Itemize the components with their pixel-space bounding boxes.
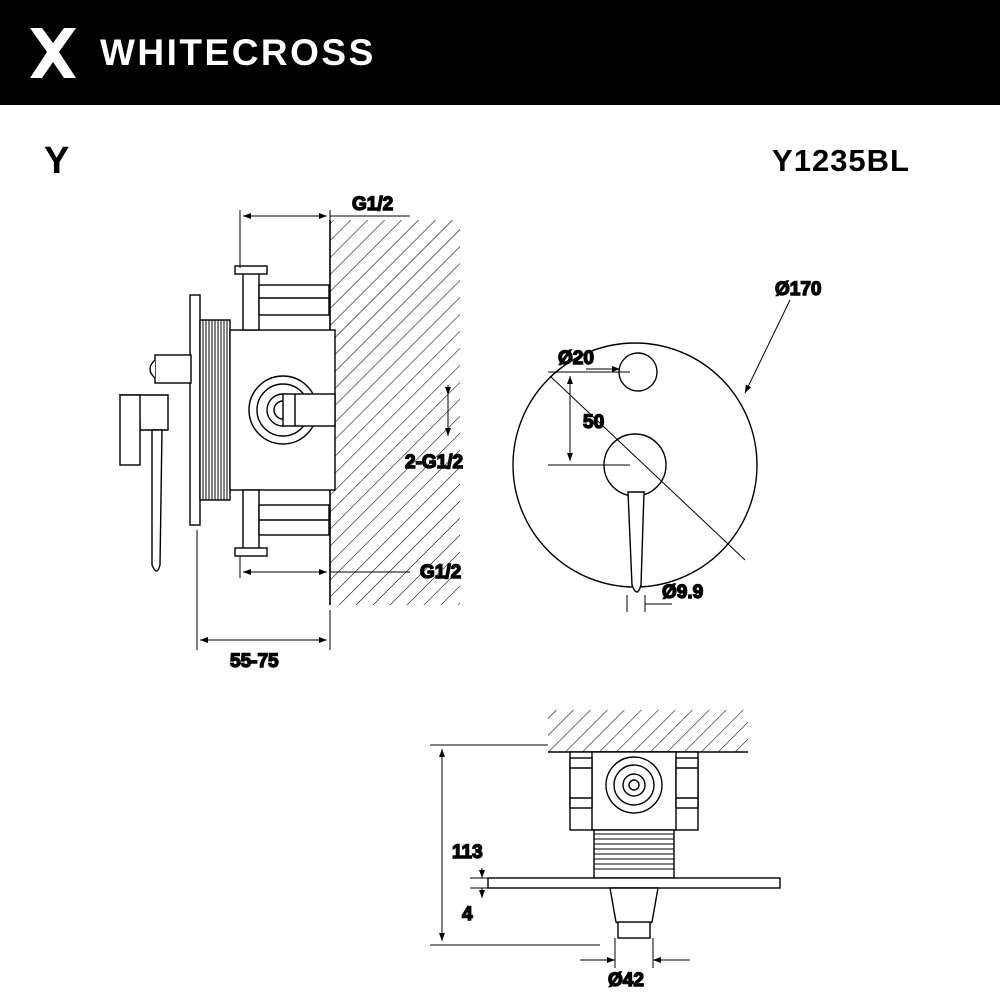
top-section-body [488, 752, 780, 938]
label-2-g12: 2-G1/2 [405, 452, 464, 473]
label-d42: Ø42 [608, 970, 644, 991]
label-113: 113 [452, 842, 483, 863]
label-g12-top: G1/2 [352, 194, 394, 215]
series-label: Y [44, 140, 71, 182]
label-50: 50 [583, 412, 605, 433]
label-d99: Ø9.9 [662, 582, 704, 603]
label-d170: Ø170 [775, 279, 822, 300]
valve-side-body [120, 266, 335, 571]
technical-drawing [0, 180, 1000, 1000]
wall-hatch-left [330, 220, 460, 605]
dim-d42 [580, 938, 690, 968]
wall-hatch-bottom [548, 710, 748, 752]
label-g12-bottom: G1/2 [420, 562, 462, 583]
label-d20: Ø20 [558, 348, 594, 369]
brand-name: WHITECROSS [100, 31, 376, 73]
model-code: Y1235BL [772, 143, 910, 178]
label-4: 4 [462, 904, 473, 925]
front-face-view [513, 343, 757, 592]
x-cross-logo-icon [22, 22, 84, 84]
label-55-75: 55-75 [230, 651, 279, 672]
header-bar [0, 0, 1000, 105]
